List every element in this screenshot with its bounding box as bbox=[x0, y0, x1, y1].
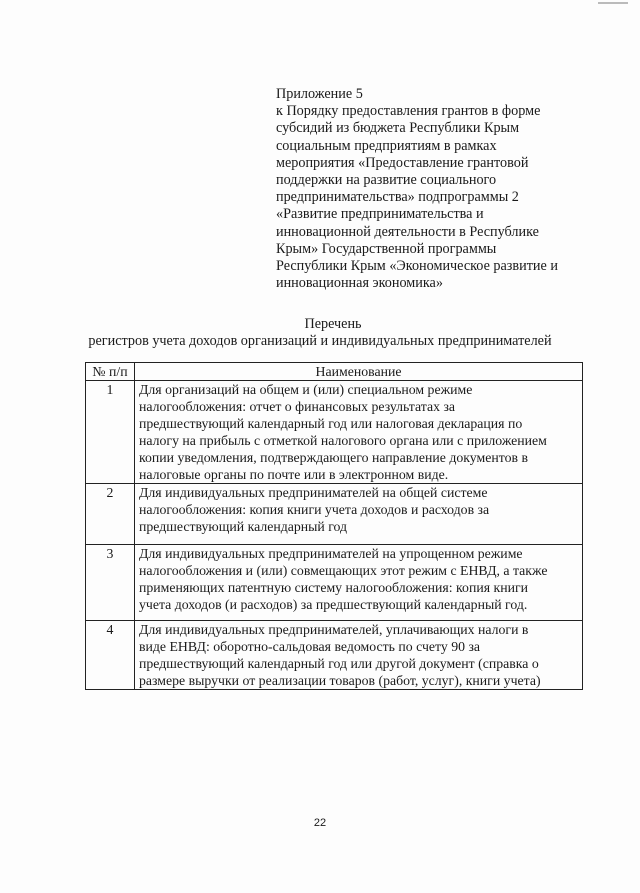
heading-title: Перечень bbox=[304, 316, 362, 332]
row-line: Для индивидуальных предпринимателей на упрощенном режиме bbox=[139, 546, 523, 561]
row-line: размере выручки от реализации товаров (работ, услуг), книги учета) bbox=[139, 673, 541, 688]
table-row bbox=[86, 484, 583, 545]
row-line: Для индивидуальных предпринимателей, уплачивающих налоги в bbox=[139, 622, 529, 637]
table-row bbox=[86, 545, 583, 621]
row-line: налогообложения и (или) совмещающих этот режим с ЕНВД, а также bbox=[139, 563, 548, 578]
row-description bbox=[135, 484, 583, 545]
scan-mark bbox=[598, 2, 628, 4]
appendix-line: инновационная экономика» bbox=[276, 275, 443, 292]
appendix-line: инновационной деятельности в Республике bbox=[276, 223, 539, 240]
row-number: 1 bbox=[86, 381, 135, 484]
table-header-row bbox=[86, 363, 583, 381]
appendix-line: к Порядку предоставления грантов в форме bbox=[276, 103, 541, 120]
appendix-line: субсидий из бюджета Республики Крым bbox=[276, 120, 520, 137]
row-number: 3 bbox=[86, 545, 135, 621]
document-heading bbox=[60, 316, 580, 350]
heading-subtitle: регистров учета доходов организаций и индивидуальных предпринимателей bbox=[88, 333, 552, 349]
row-line: предшествующий календарный год или налоговая декларация по bbox=[139, 416, 523, 431]
header-number: № п/п bbox=[86, 363, 135, 381]
row-description bbox=[135, 545, 583, 621]
row-line: копии уведомления, подтверждающего направление документов в bbox=[139, 450, 528, 465]
appendix-line: Республики Крым «Экономическое развитие и bbox=[276, 258, 558, 275]
appendix-line: поддержки на развитие социального bbox=[276, 172, 497, 189]
row-line: налоговые органы по почте или в электронном виде. bbox=[139, 467, 449, 482]
row-number: 2 bbox=[86, 484, 135, 545]
row-line: Для организаций на общем и (или) специальном режиме bbox=[139, 382, 473, 397]
row-number: 4 bbox=[86, 621, 135, 690]
table-row bbox=[86, 621, 583, 690]
appendix-line: мероприятия «Предоставление грантовой bbox=[276, 154, 529, 171]
row-line: Для индивидуальных предпринимателей на общей системе bbox=[139, 485, 488, 500]
appendix-line: «Развитие предпринимательства и bbox=[276, 206, 484, 223]
page-number: 22 bbox=[313, 817, 327, 829]
row-line: применяющих патентную систему налогообложения: копия книги bbox=[139, 580, 529, 595]
row-line: налогообложения: копия книги учета доходов и расходов за bbox=[139, 502, 490, 517]
row-line: учета доходов (и расходов) за предшествующий календарный год. bbox=[139, 597, 528, 612]
registers-table bbox=[85, 362, 583, 690]
row-line: налогу на прибыль с отметкой налогового органа или с приложением bbox=[139, 433, 547, 448]
row-description bbox=[135, 621, 583, 690]
appendix-line: социальным предприятиям в рамках bbox=[276, 137, 497, 154]
row-line: виде ЕНВД: оборотно-сальдовая ведомость по счету 90 за bbox=[139, 639, 481, 654]
row-description bbox=[135, 381, 583, 484]
appendix-line: Крым» Государственной программы bbox=[276, 240, 497, 257]
row-line: налогообложения: отчет о финансовых результатах за bbox=[139, 399, 456, 414]
appendix-line: предпринимательства» подпрограммы 2 bbox=[276, 189, 519, 206]
row-line: предшествующий календарный год bbox=[139, 519, 348, 534]
table-row bbox=[86, 381, 583, 484]
appendix-line: Приложение 5 bbox=[276, 86, 363, 102]
appendix-block bbox=[276, 86, 576, 292]
header-name: Наименование bbox=[135, 363, 583, 381]
row-line: предшествующий календарный год или другой документ (справка о bbox=[139, 656, 539, 671]
